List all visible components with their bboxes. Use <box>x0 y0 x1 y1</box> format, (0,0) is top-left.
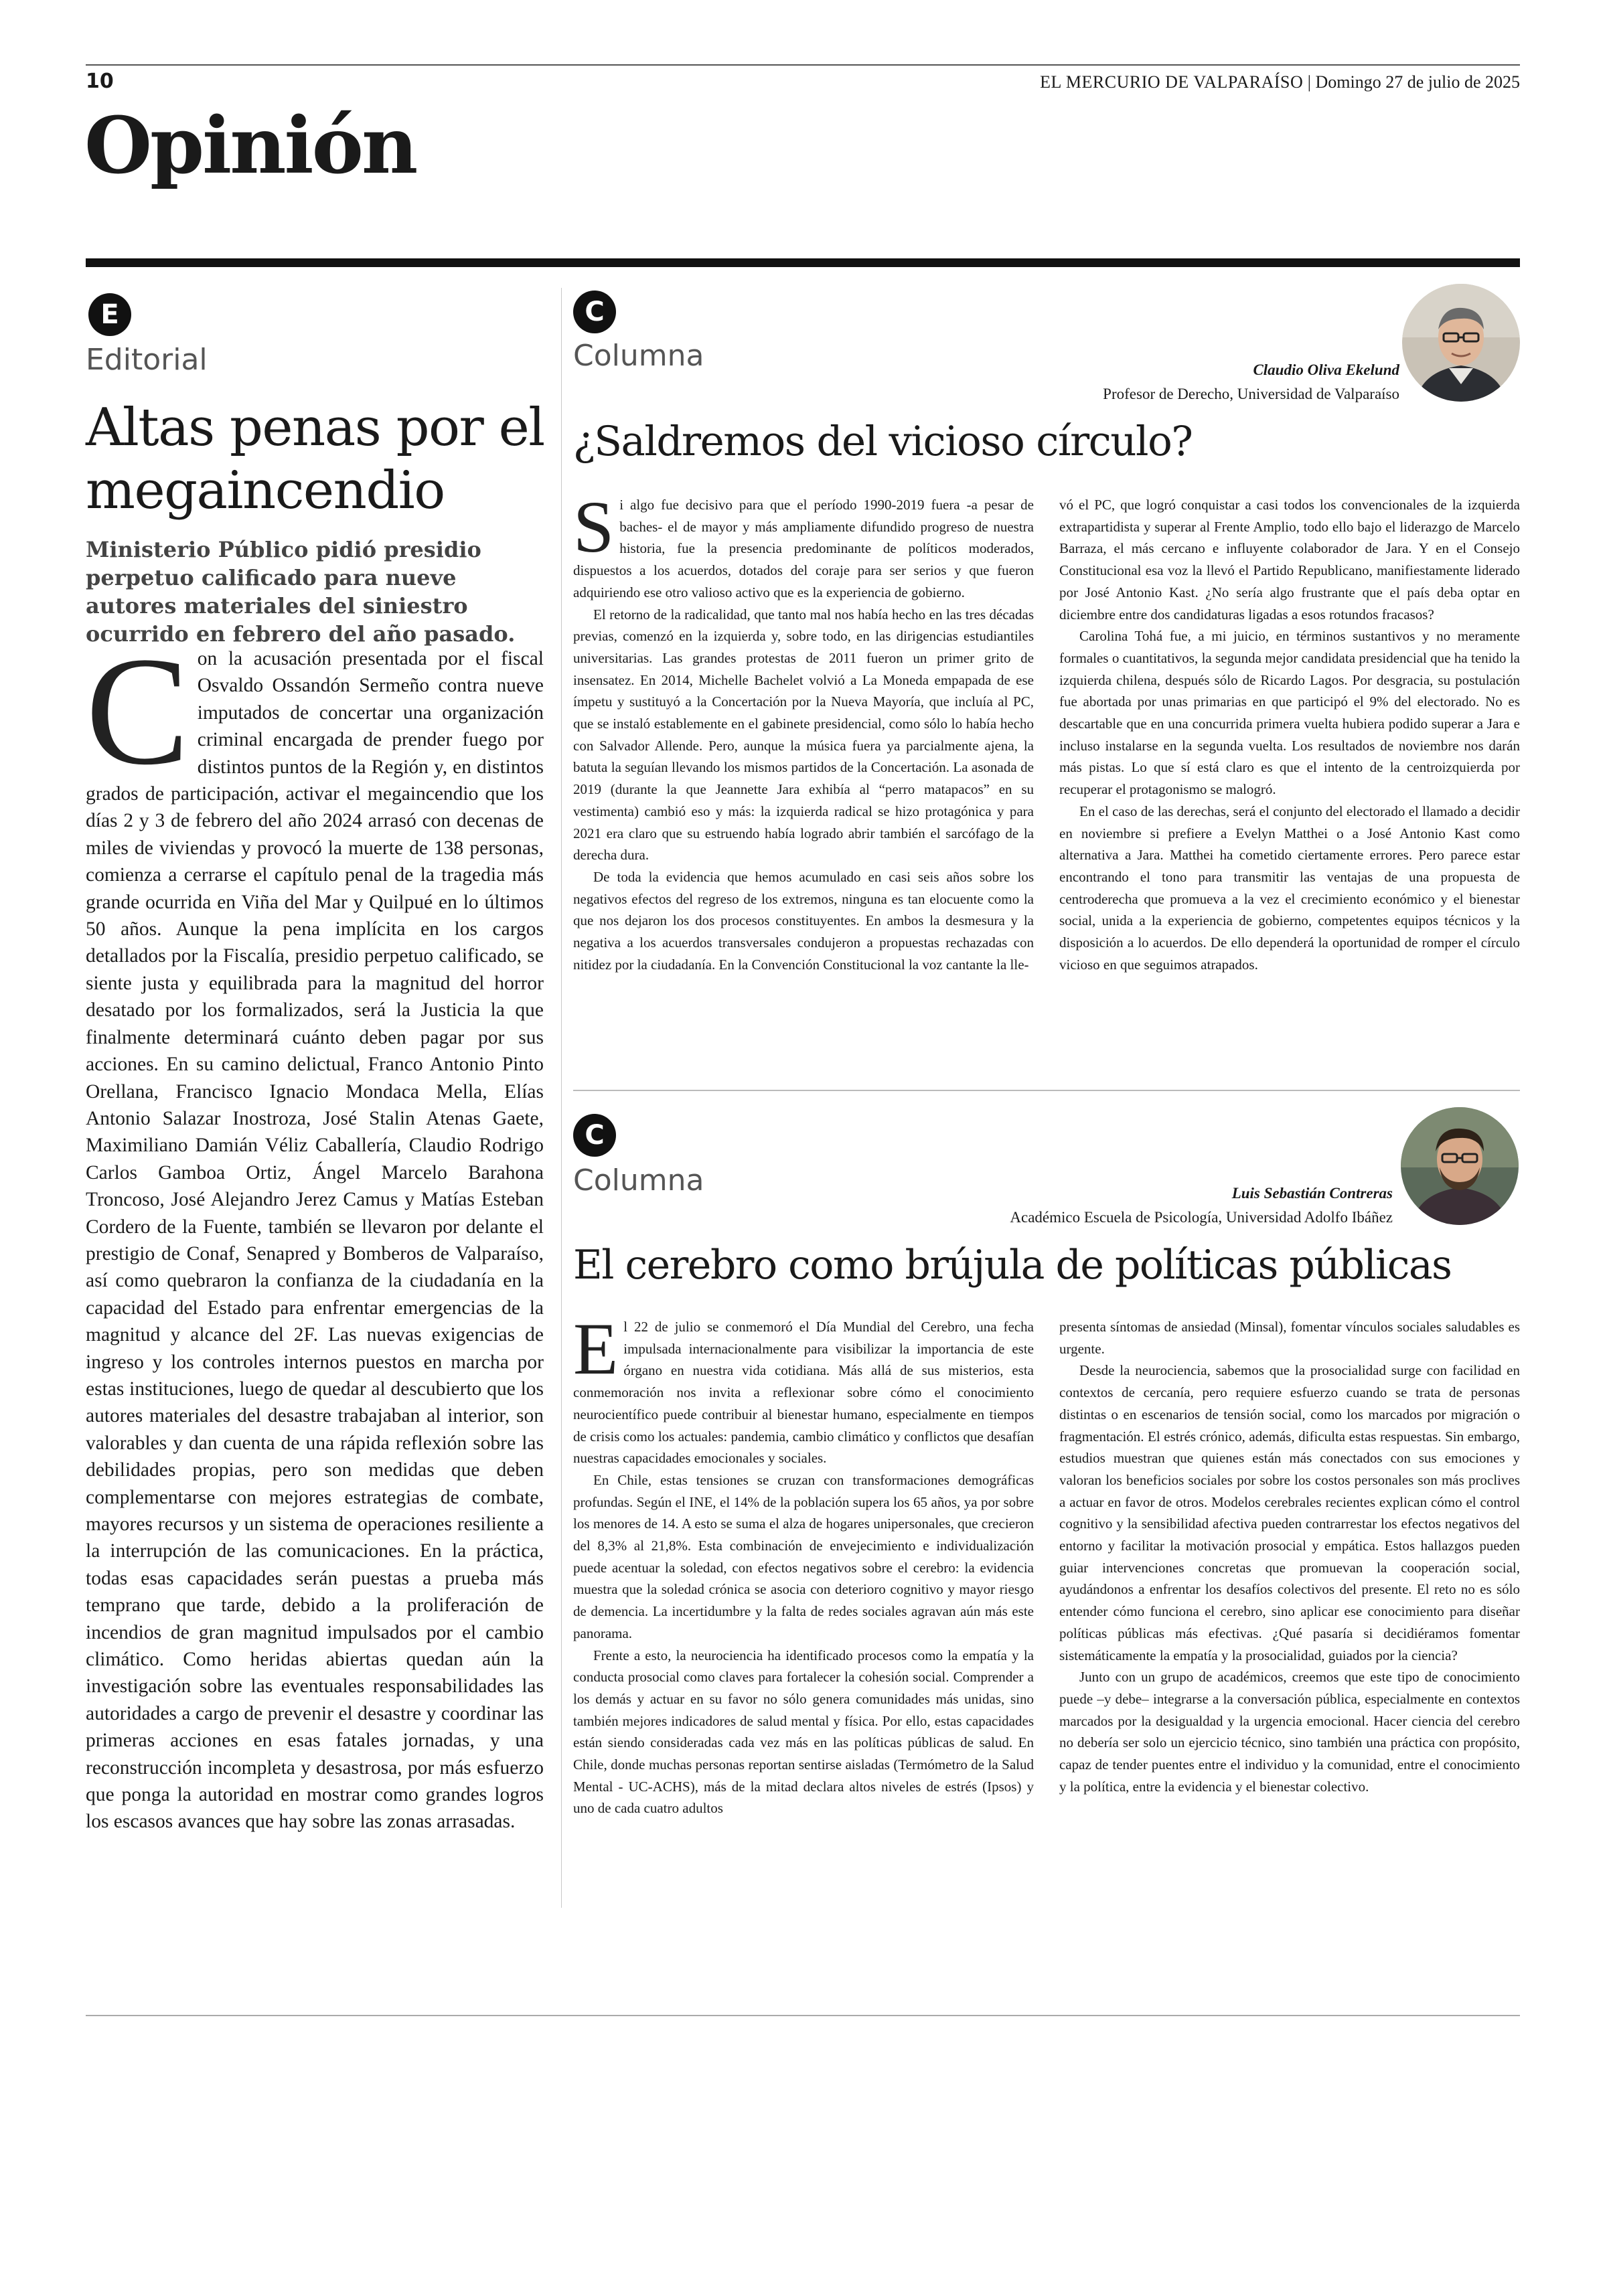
columns-separator <box>573 1090 1520 1091</box>
page-number: 10 <box>86 70 114 93</box>
column1-body-left <box>573 494 1034 1076</box>
column1-badge: C <box>573 291 616 333</box>
dateline <box>1040 72 1520 92</box>
column2-kicker: Columna <box>573 1163 704 1198</box>
top-rule <box>86 64 1520 66</box>
column1-dropcap: S <box>573 494 615 568</box>
column2-headline: El cerebro como brújula de políticas públicas <box>573 1242 1452 1289</box>
column1-author-photo <box>1402 284 1520 402</box>
column2-paragraph-4: presenta síntomas de ansiedad (Minsal), fomentar vínculos sociales saludables es urgente. <box>1059 1319 1520 1357</box>
column1-author-name: Claudio Oliva Ekelund <box>1253 361 1399 378</box>
publication-date: Domingo 27 de julio de 2025 <box>1315 72 1520 92</box>
column1-paragraph-6: En el caso de las derechas, será el conjunto del electorado el llamado a decidir en noviembre si prefiere a Evelyn Matthei o a José Antonio Kast como alternativa a Jara. Matthei ha cometido ciertamente errores. Pero parece estar encontrando el tono para transmitir las ventajas de una propuesta de centroderecha que promueva a la vez el crecimiento económico y el bienestar social, unida a la experiencia de gobierno, competentes equipos técnicos y la disposición a lo acuerdos. De ello dependerá la oportunidad de romper el círculo vicioso en que seguimos atrapados. <box>1059 803 1520 973</box>
column1-body-right <box>1059 494 1520 1076</box>
column2-paragraph-2: En Chile, estas tensiones se cruzan con transformaciones demográficas profundas. Según el INE, el 14% de la población supera los 65 años, ya por sobre los menores de 14. A esto se suma el alza de hogares unipersonales, que crecieron del 8,3% al 21,8%. Esta combinación de envejecimiento e individualización puede acentuar la soledad, con efectos negativos sobre el cerebro: la evidencia muestra que la soledad crónica se asocia con deterioro cognitivo y mayor riesgo de demencia. La incertidumbre y la falta de redes sociales agravan aún más este panorama. <box>573 1471 1034 1641</box>
section-rule <box>86 258 1520 267</box>
column1-paragraph-4: vó el PC, que logró conquistar a casi todos los convencionales de la izquierda extrapartidista y superar al Frente Amplio, todo ello bajo el liderazgo de Marcelo Barraza, el más cercano e influyente colaborador de Jara. Y en el Consejo Constitucional esa voz la llevó el Partido Republicano, manifiestamente liderado por José Antonio Kast. ¿No sería algo frustrante que el país deba optar en diciembre entre dos candidaturas ligadas a esos rotundos fracasos? <box>1059 497 1520 623</box>
bottom-rule <box>86 2015 1520 2016</box>
column1-paragraph-5: Carolina Tohá fue, a mi juicio, en términos sustantivos y no meramente formales o cuantitativos, la segunda mejor candidata presidencial que ha tenido la izquierda chilena, después sólo de Ricardo Lagos. Por desgracia, su postulación fue abortada por unas primarias en que participó el 9% del electorado. No es descartable que en una concurrida primera vuelta hubiera podido superar a Jara e incluso instalarse en la segunda vuelta. Los resultados de noviembre nos darán más pistas. Lo que sí está claro es que el intento de la centroizquierda por recuperar el protagonismo se malogró. <box>1059 628 1520 798</box>
column1-kicker: Columna <box>573 339 704 373</box>
column2-author-role: Académico Escuela de Psicología, Universidad Adolfo Ibáñez <box>1010 1209 1393 1226</box>
column2-paragraph-1: l 22 de julio se conmemoró el Día Mundial del Cerebro, una fecha impulsada internacionalmente para visibilizar la importancia de este órgano en nuestra vida cotidiana. Más allá de sus misterios, esta conmemoración nos invita a reflexionar sobre cómo el conocimiento neurocientífico puede contribuir al bienestar humano, especialmente en tiempos de crisis como los actuales: pandemia, cambio climático y conflictos que desafían nuestras capacidades emocionales y sociales. <box>573 1319 1034 1467</box>
column1-paragraph-3: De toda la evidencia que hemos acumulado en casi seis años sobre los negativos efectos del regreso de los extremos, ninguna es tan elocuente como la que nos dejaron los dos procesos constituyentes. En ambos la desmesura y la negativa a los acuerdos transversales condujeron a propuestas rechazadas con nitidez por la ciudadanía. En la Convención Constitucional la voz cantante la lle- <box>573 868 1034 973</box>
dateline-separator: | <box>1307 72 1312 92</box>
publication-name: EL MERCURIO DE VALPARAÍSO <box>1040 72 1304 92</box>
editorial-deck: Ministerio Público pidió presidio perpetuo calificado para nueve autores materiales del siniestro ocurrido en febrero del año pasado. <box>86 537 516 647</box>
column2-dropcap: E <box>573 1316 619 1390</box>
section-title: Opinión <box>84 100 416 191</box>
column1-author-role: Profesor de Derecho, Universidad de Valparaíso <box>1103 386 1399 402</box>
column2-body-right <box>1059 1316 1520 1905</box>
column-divider <box>561 288 562 1908</box>
editorial-dropcap: C <box>86 645 189 797</box>
column2-paragraph-6: Junto con un grupo de académicos, creemos que este tipo de conocimiento puede –y debe– integrarse a la conversación pública, especialmente en contextos marcados por la desigualdad y la urgencia emocional. Hacer ciencia del cerebro no debería ser solo un ejercicio técnico, sino también una práctica con propósito, capaz de tender puentes entre el individuo y la comunidad, entre el conocimiento y la política, entre la evidencia y el bienestar colectivo. <box>1059 1669 1520 1795</box>
editorial-badge: E <box>88 293 131 336</box>
column2-badge: C <box>573 1114 616 1157</box>
editorial-kicker: Editorial <box>86 343 208 377</box>
column1-paragraph-1: i algo fue decisivo para que el período 1990-2019 fuera -a pesar de baches- el de mayor y más ampliamente difundido progreso de nuestra historia, fue la presencia predominante de políticos moderados, dispuestos a los acuerdos, dotados del coraje para ser serios y que fueron adquiriendo ese otro valioso activo que es la experiencia de gobierno. <box>573 497 1034 600</box>
column2-body-left <box>573 1316 1034 1905</box>
editorial-headline-line1: Altas penas por el <box>86 398 544 458</box>
column2-paragraph-5: Desde la neurociencia, sabemos que la prosocialidad surge con facilidad en contextos de cercanía, pero requiere esfuerzo cuando se trata de personas distintas o en escenarios de tensión social, como los marcados por migración o fragmentación. El estrés crónico, además, dificulta estas respuestas. Sin embargo, estudios muestran que quienes están más conectados con sus emociones y valoran los beneficios sociales por sobre los costos personales son más proclives a actuar en favor de otros. Modelos cerebrales recientes explican cómo el control cognitivo y la sensibilidad afectiva pueden contrarrestar los efectos negativos del entorno y facilitar la motivación prosocial y empática. Estos hallazgos pueden guiar intervenciones concretas que promuevan la cooperación social, ayudándonos a enfrentar los desafíos colectivos del presente. El reto no es sólo entender cómo funciona el cerebro, sino aplicar ese conocimiento para diseñar políticas públicas más efectivas. ¿Qué pasaría si decidiéramos fomentar sistemáticamente la empatía y la prosocialidad, guiados por la ciencia? <box>1059 1362 1520 1663</box>
column1-paragraph-2: El retorno de la radicalidad, que tanto mal nos había hecho en las tres décadas previas, comenzó en la izquierda y, sobre todo, en las dirigencias estudiantiles universitarias. Las grandes protestas de 2011 fueron un primer grito de insensatez. En 2014, Michelle Bachelet volvió a La Moneda empapada de ese ímpetu y sustituyó a la Concertación por la Nueva Mayoría, que incluía al PC, que se instaló establemente en el gabinete presidencial, como sólo lo había hecho con Salvador Allende. Pero, aunque la música fuera ya parcialmente ajena, la batuta la seguían llevando los mismos partidos de la Concertación. La asonada de 2019 (durante la que Jeannette Jara exhibía al “perro matapacos” en su vestimenta) cambió eso y más: la izquierda radical se hizo protagónica y para 2021 era claro que su estruendo había logrado abrir también el sarcófago de la derecha dura. <box>573 606 1034 864</box>
editorial-headline <box>86 396 554 522</box>
editorial-headline-line2: megaincendio <box>86 461 445 521</box>
column2-author-photo <box>1401 1107 1519 1225</box>
column2-author-name: Luis Sebastián Contreras <box>1231 1185 1393 1202</box>
column2-paragraph-3: Frente a esto, la neurociencia ha identificado procesos como la empatía y la conducta prosocial como claves para fortalecer la cohesión social. Comprender a los demás y actuar en su favor no sólo genera comunidades más unidas, sino también mejores indicadores de salud mental y física. Por ello, estas capacidades están siendo consideradas cada vez más en las políticas públicas de salud. En Chile, donde muchas personas reportan sentirse aisladas (Termómetro de la Salud Mental - UC-ACHS), más de la mitad declara altos niveles de estrés (Ipsos) y uno de cada cuatro adultos <box>573 1647 1034 1817</box>
column1-headline: ¿Saldremos del vicioso círculo? <box>573 418 1193 465</box>
editorial-body-text: on la acusación presentada por el fiscal Osvaldo Ossandón Sermeño contra nueve imputados de concertar una organización criminal encargada de prender fuego por distintos puntos de la Región y, en distintos grados de participación, activar el megaincendio que los días 2 y 3 de febrero del año 2024 arrasó con decenas de miles de viviendas y provocó la muerte de 138 personas, comienza a cerrarse el capítulo penal de la tragedia más grande ocurrida en Viña del Mar y Quilpué en lo últimos 50 años. Aunque la pena implícita en los cargos detallados por la Fiscalía, presidio perpetuo calificado, se siente justa y equilibrada para la magnitud del horror desatado por los formalizados, será la Justicia la que finalmente determinará cuánto deben pagar por sus acciones. En su camino delictual, Franco Antonio Pinto Orellana, Francisco Ignacio Mondaca Mella, Elías Antonio Salazar Inostroza, José Stalin Atenas Gaete, Maximiliano Damián Véliz Caballería, Claudio Rodrigo Carlos Gamboa Ortiz, Ángel Marcelo Barahona Troncoso, José Alejandro Jerez Camus y Matías Esteban Cordero de la Fuente, también se llevaron por delante el prestigio de Conaf, Senapred y Bomberos de Valparaíso, así como quebraron la confianza de la ciudadanía en la capacidad del Estado para enfrentar emergencias de la magnitud y alcance del 2F. Las nuevas exigencias de ingreso y los controles internos puestos en marcha por estas instituciones, luego de quedar al descubierto que los autores materiales del desastre trabajaban al interior, son valorables y dan cuenta de una rápida reflexión sobre las debilidades propias, pero son medidas que deben complementarse con mejores estrategias de combate, mayores recursos y un sistema de operaciones resiliente a la interrupción de las comunicaciones. En la práctica, todas esas capacidades serán puestas a prueba más temprano que tarde, debido a la proliferación de incendios de gran magnitud impulsados por el cambio climático. Como heridas abiertas quedan aún la investigación sobre las eventuales responsabilidades las autoridades a cargo de prevenir el desastre y coordinar las primeras acciones en esas fatales jornadas, y una reconstrucción incompleta y desastrosa, por más esfuerzo que ponga la autoridad en mostrar como grandes logros los escasos avances que hay sobre las zonas arrasadas. <box>86 648 544 1833</box>
editorial-body <box>86 645 544 1904</box>
